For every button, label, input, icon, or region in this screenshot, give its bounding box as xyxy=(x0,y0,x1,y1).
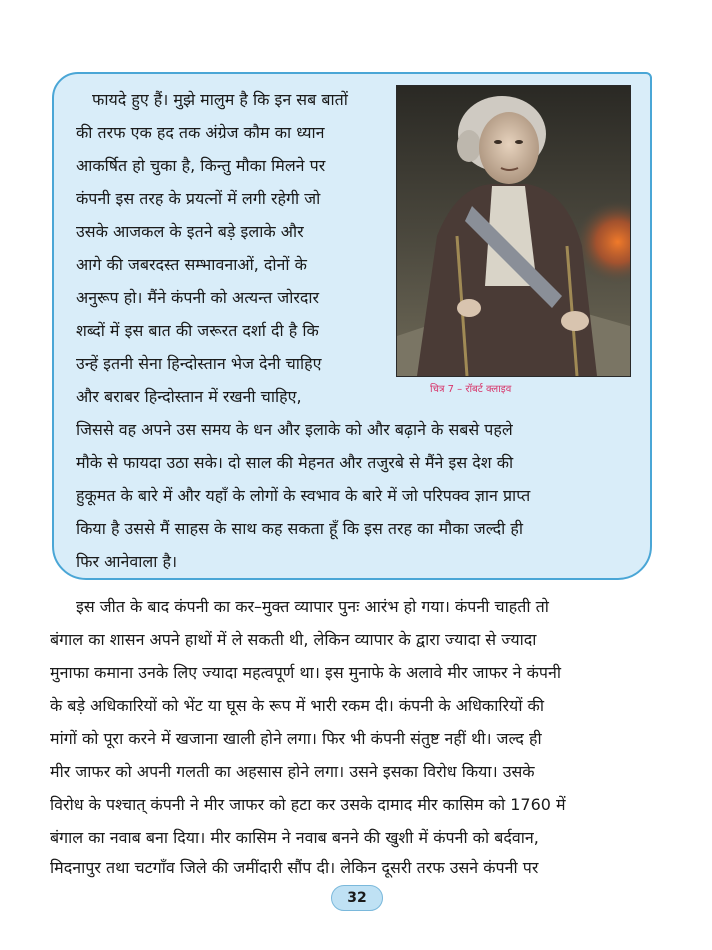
portrait-image xyxy=(396,85,631,377)
body-line: बंगाल का नवाब बना दिया। मीर कासिम ने नवाब बनने की खुशी में कंपनी को बर्दवान, xyxy=(50,828,539,847)
quote-line: कंपनी इस तरह के प्रयत्नों में लगी रहेगी जो xyxy=(76,189,321,208)
quote-line: शब्दों में इस बात की जरूरत दर्शा दी है कि xyxy=(76,321,319,340)
page-number: 32 xyxy=(347,890,367,906)
quote-line: की तरफ एक हद तक अंग्रेज कौम का ध्यान xyxy=(76,123,325,142)
quote-line: फिर आनेवाला है। xyxy=(76,552,178,571)
quote-line: अनुरूप हो। मैंने कंपनी को अत्यन्त जोरदार xyxy=(76,288,320,307)
quote-line: जिससे वह अपने उस समय के धन और इलाके को और बढ़ाने के सबसे पहले xyxy=(76,420,513,439)
quote-line: उन्हें इतनी सेना हिन्दोस्तान भेज देनी चाहिए xyxy=(76,354,322,373)
quote-line: उसके आजकल के इतने बड़े इलाके और xyxy=(76,222,304,241)
figure-caption: चित्र 7 – रॉबर्ट क्लाइव xyxy=(430,384,512,395)
body-line: मिदनापुर तथा चटगाँव जिले की जमींदारी सौंप दी। लेकिन दूसरी तरफ उसने कंपनी पर xyxy=(50,858,539,877)
quote-line: और बराबर हिन्दोस्तान में रखनी चाहिए, xyxy=(76,387,302,406)
quote-line: मौके से फायदा उठा सके। दो साल की मेहनत और तजुरबे से मैंने इस देश की xyxy=(76,453,514,472)
body-line: मुनाफा कमाना उनके लिए ज्यादा महत्वपूर्ण था। इस मुनाफे के अलावे मीर जाफर ने कंपनी xyxy=(50,663,562,682)
body-line: मांगों को पूरा करने में खजाना खाली होने लगा। फिर भी कंपनी संतुष्ट नहीं थी। जल्द ही xyxy=(50,729,542,748)
quote-line: फायदे हुए हैं। मुझे मालुम है कि इन सब बातों xyxy=(92,90,348,109)
body-line: मीर जाफर को अपनी गलती का अहसास होने लगा। उसने इसका विरोध किया। उसके xyxy=(50,762,535,781)
body-line: विरोध के पश्चात् कंपनी ने मीर जाफर को हटा कर उसके दामाद मीर कासिम को 1760 में xyxy=(50,795,566,814)
page-number-badge xyxy=(331,885,383,911)
body-line: इस जीत के बाद कंपनी का कर–मुक्त व्यापार पुनः आरंभ हो गया। कंपनी चाहती तो xyxy=(76,597,549,616)
quote-line: आकर्षित हो चुका है, किन्तु मौका मिलने पर xyxy=(76,156,326,175)
body-line: बंगाल का शासन अपने हाथों में ले सकती थी, लेकिन व्यापार के द्वारा ज्यादा से ज्यादा xyxy=(50,630,537,649)
portrait-illustration xyxy=(397,86,630,376)
quote-line: किया है उससे मैं साहस के साथ कह सकता हूँ कि इस तरह का मौका जल्दी ही xyxy=(76,519,523,538)
quote-line: आगे की जबरदस्त सम्भावनाओं, दोनों के xyxy=(76,255,307,274)
quote-line: हुकूमत के बारे में और यहाँ के लोगों के स्वभाव के बारे में जो परिपक्व ज्ञान प्राप्त xyxy=(76,486,531,505)
body-line: के बड़े अधिकारियों को भेंट या घूस के रूप में भारी रकम दी। कंपनी के अधिकारियों की xyxy=(50,696,544,715)
